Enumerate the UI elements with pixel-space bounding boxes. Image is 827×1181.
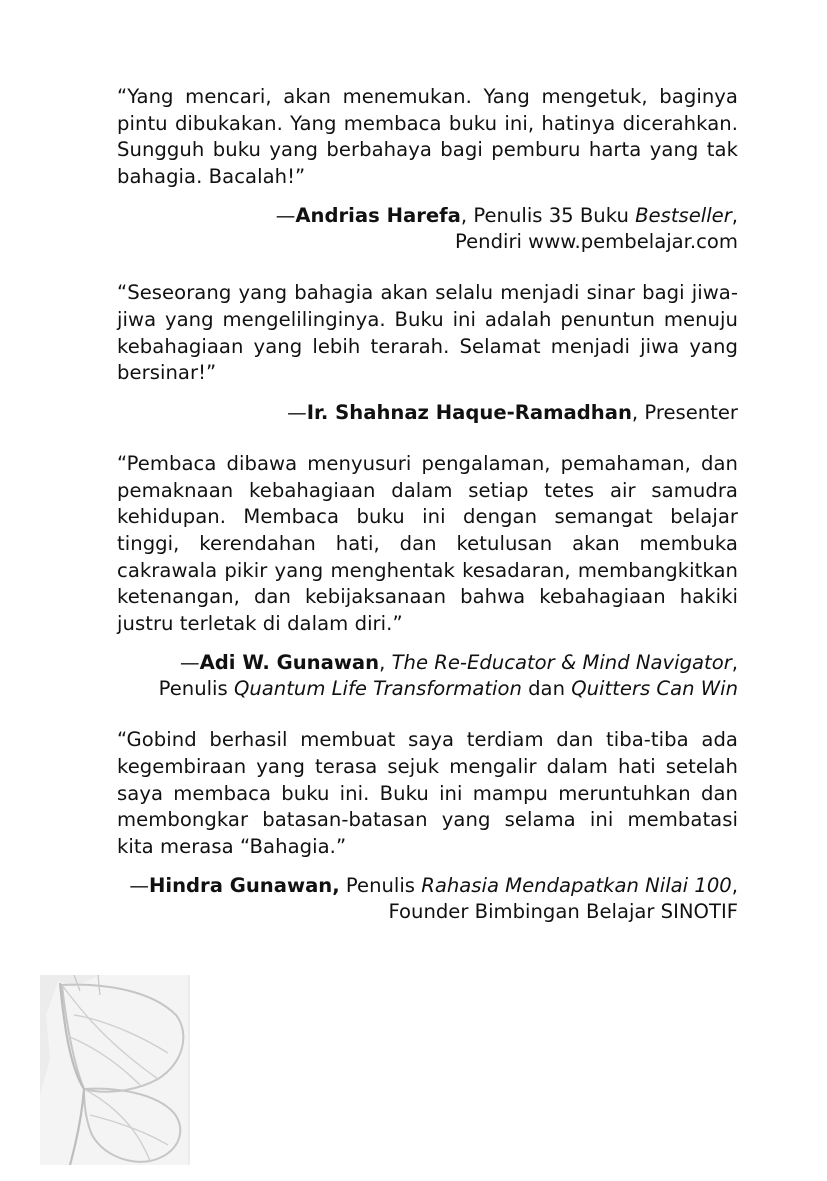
book-title: Quitters Can Win — [571, 676, 738, 700]
book-title: Rahasia Mendapatkan Nilai 100 — [421, 874, 732, 898]
testimonial-4 — [117, 727, 738, 924]
author-role: , Presenter — [631, 400, 738, 424]
author-name: Andrias Harefa — [295, 204, 461, 228]
author-name: Ir. Shahnaz Haque-Ramadhan — [306, 400, 632, 424]
dash: — — [287, 400, 307, 424]
attribution — [117, 650, 738, 701]
punct: , — [379, 651, 392, 675]
attribution-line-1 — [117, 650, 738, 676]
attribution-line-2: Pendiri www.pembelajar.com — [454, 229, 738, 253]
author-role: Penulis — [158, 676, 234, 700]
testimonial-1 — [117, 84, 738, 254]
author-name: Adi W. Gunawan — [199, 651, 380, 675]
dash: — — [129, 874, 149, 898]
attribution-line-2: Founder Bimbingan Belajar SINOTIF — [388, 899, 738, 923]
author-role: Penulis — [339, 874, 422, 898]
conjunction: dan — [521, 676, 572, 700]
testimonial-3 — [117, 451, 738, 701]
attribution — [117, 203, 738, 254]
testimonial-2 — [117, 280, 738, 425]
punct: , — [731, 651, 738, 675]
attribution-line-2 — [117, 676, 738, 702]
punct: , — [731, 874, 738, 898]
butterfly-wing-icon — [40, 975, 190, 1165]
quote-text: “Seseorang yang bahagia akan selalu menjadi sinar bagi jiwa-jiwa yang mengelilinginya. Buku ini adalah penuntun menuju kebahagiaan yang lebih terarah. Selamat menjadi jiwa yang bersinar!” — [117, 281, 738, 385]
attribution — [117, 873, 738, 924]
attribution-line-1 — [117, 203, 738, 229]
testimonials-page — [117, 84, 738, 950]
book-title: Quantum Life Transformation — [233, 676, 522, 700]
attribution — [117, 400, 738, 426]
attribution-line-1 — [117, 873, 738, 899]
author-role-italic: Bestseller — [635, 204, 732, 228]
quote-text: “Gobind berhasil membuat saya terdiam dan tiba-tiba ada kegembiraan yang terasa sejuk mengalir dalam hati setelah saya membaca buku ini. Buku ini mampu meruntuhkan dan membongkar batasan-batasan yang selama ini membatasi kita merasa “Bahagia.” — [117, 728, 738, 858]
quote-text: “Yang mencari, akan menemukan. Yang mengetuk, baginya pintu dibukakan. Yang membaca buku ini, hatinya dicerahkan. Sungguh buku yang berbahaya bagi pemburu harta yang tak bahagia. Bacalah!” — [117, 85, 738, 188]
dash: — — [180, 651, 200, 675]
attribution-line-1 — [117, 400, 738, 426]
dash: — — [275, 204, 296, 228]
author-name: Hindra Gunawan, — [148, 874, 340, 898]
author-role-italic: The Re-Educator & Mind Navigator — [391, 651, 732, 675]
quote-text: “Pembaca dibawa menyusuri pengalaman, pemahaman, dan pemaknaan kebahagiaan dalam setiap tetes air samudra kehidupan. Membaca buku ini dengan semangat belajar tinggi, kerendahan hati, dan ketulusan akan membuka cakrawala pikir yang menghentak kesadaran, membangkitkan ketenangan, dan kebijaksanaan bahwa kebahagiaan hakiki justru terletak di dalam diri.” — [117, 452, 738, 635]
punct: , — [731, 204, 738, 228]
author-role: , Penulis 35 Buku — [460, 204, 636, 228]
